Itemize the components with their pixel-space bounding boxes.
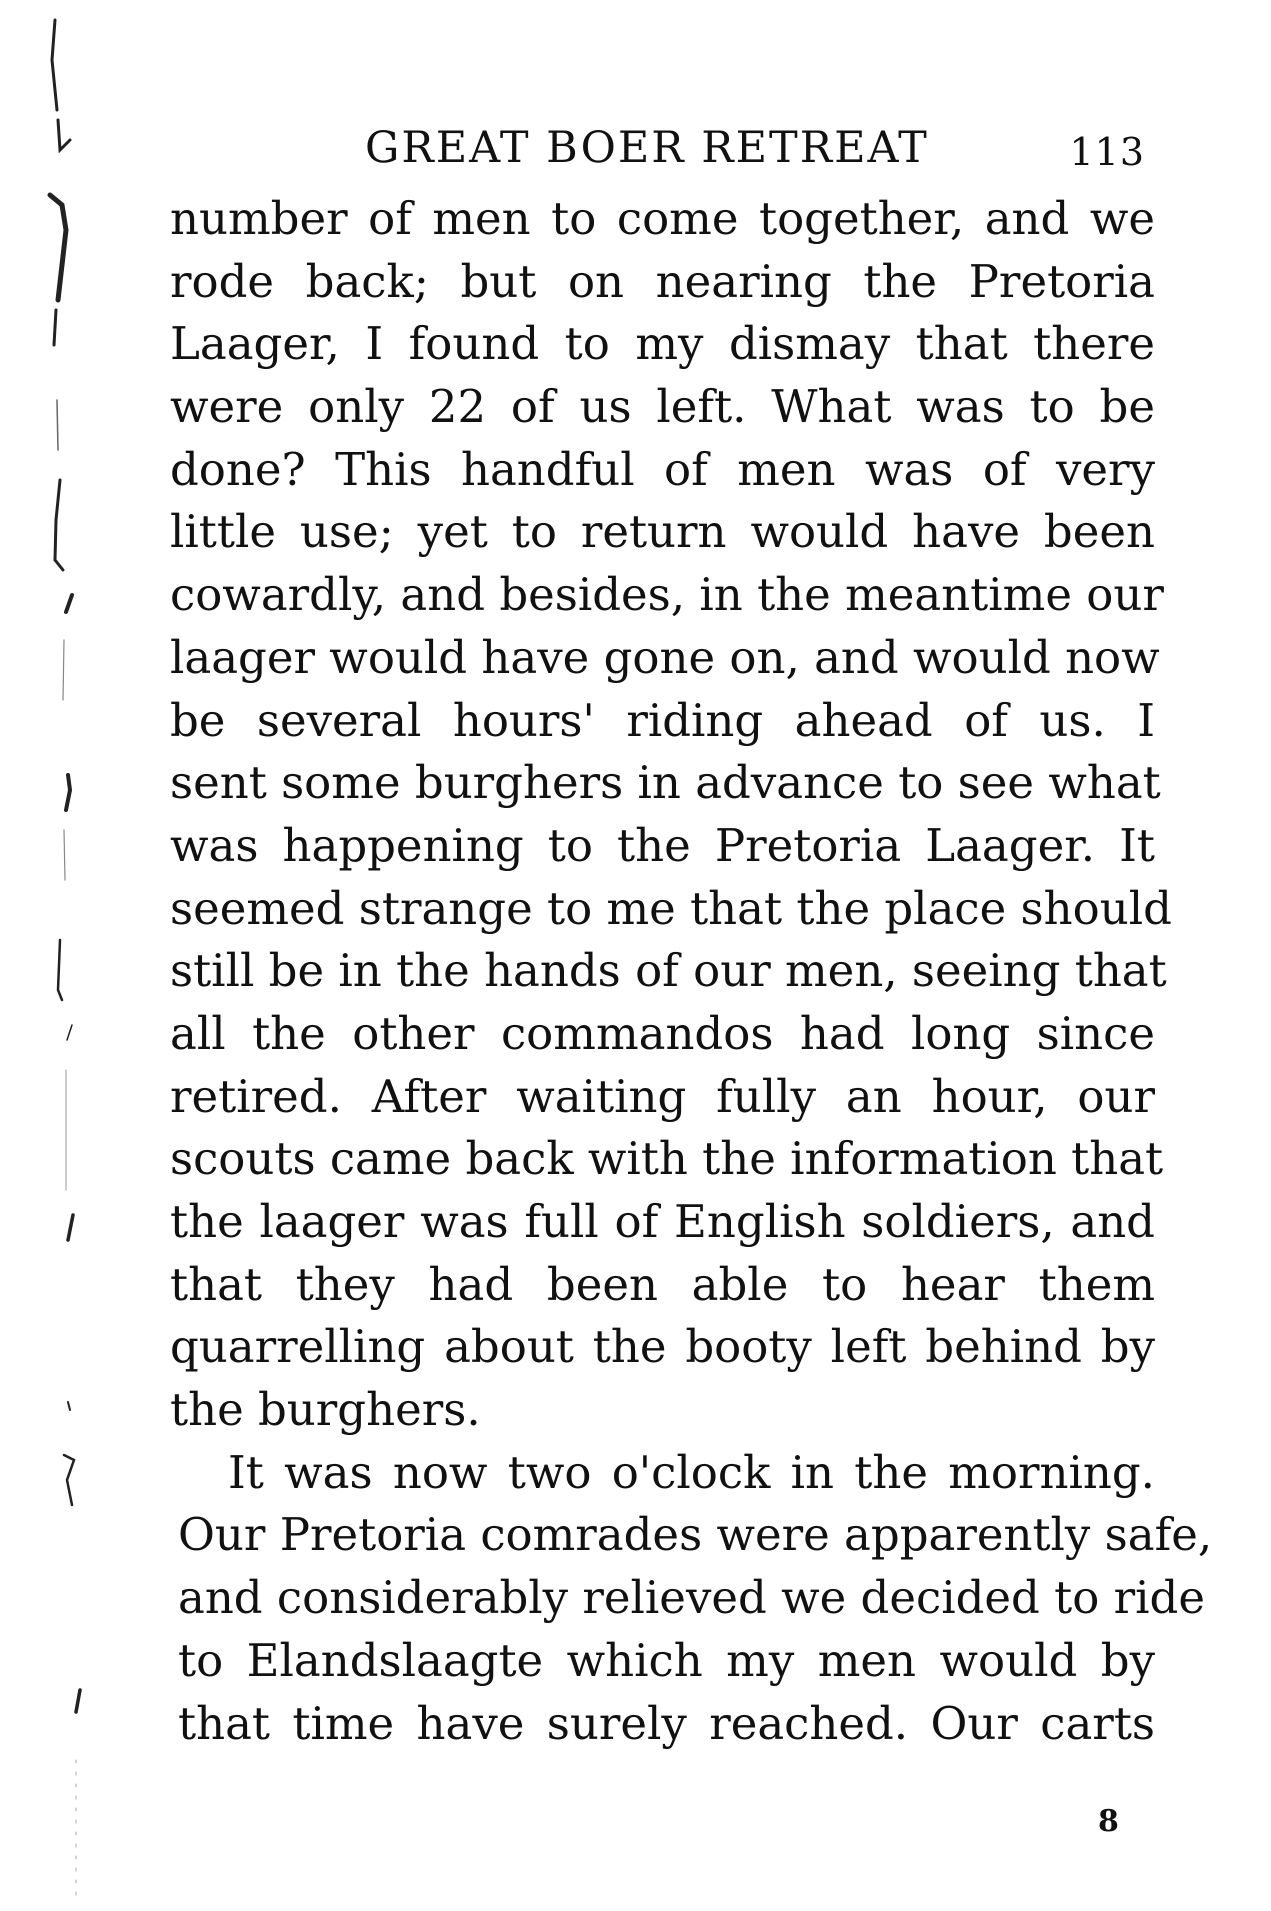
- text-line: laager would have gone on, and would now: [170, 630, 1160, 684]
- text-line: scouts came back with the information that: [170, 1132, 1164, 1186]
- text-line: quarrelling about the booty left behind by: [170, 1320, 1155, 1374]
- text-line: seemed strange to me that the place should: [170, 881, 1172, 935]
- text-line: to Elandslaagte which my men would by: [178, 1633, 1155, 1687]
- text-line: little use; yet to return would have been: [170, 505, 1155, 559]
- text-line: cowardly, and besides, in the meantime our: [170, 568, 1164, 622]
- paragraph-end-line: the burghers.: [170, 1383, 481, 1437]
- text-line: rode back; but on nearing the Pretoria: [170, 254, 1155, 308]
- text-line: sent some burghers in advance to see what: [170, 756, 1161, 810]
- running-title: GREAT BOER RETREAT: [365, 123, 929, 173]
- binding-edge-marks: [0, 0, 110, 1911]
- text-line: Our Pretoria comrades were apparently safe,: [178, 1508, 1213, 1562]
- text-line: the laager was full of English soldiers, and: [170, 1195, 1155, 1248]
- text-line: and considerably relieved we decided to ride: [178, 1571, 1205, 1625]
- text-line: was happening to the Pretoria Laager. It: [170, 818, 1155, 872]
- page-number: 113: [1069, 130, 1145, 174]
- text-line: that time have surely reached. Our carts: [178, 1696, 1155, 1750]
- text-line: that they had been able to hear them: [170, 1257, 1155, 1311]
- text-line: still be in the hands of our men, seeing that: [170, 944, 1167, 998]
- running-head: [170, 118, 1155, 178]
- text-line: done? This handful of men was of very: [170, 442, 1155, 496]
- text-line: retired. After waiting fully an hour, our: [170, 1069, 1155, 1123]
- text-line: all the other commandos had long since: [170, 1006, 1155, 1060]
- paragraph-start-line: It was now two o'clock in the morning.: [228, 1445, 1155, 1499]
- body-text: [170, 188, 1213, 1755]
- text-line: Laager, I found to my dismay that there: [170, 317, 1155, 371]
- text-line: number of men to come together, and we: [170, 192, 1155, 245]
- text-line: were only 22 of us left. What was to be: [170, 380, 1155, 434]
- signature-mark: 8: [1098, 1804, 1119, 1839]
- text-line: be several hours' riding ahead of us. I: [170, 693, 1155, 747]
